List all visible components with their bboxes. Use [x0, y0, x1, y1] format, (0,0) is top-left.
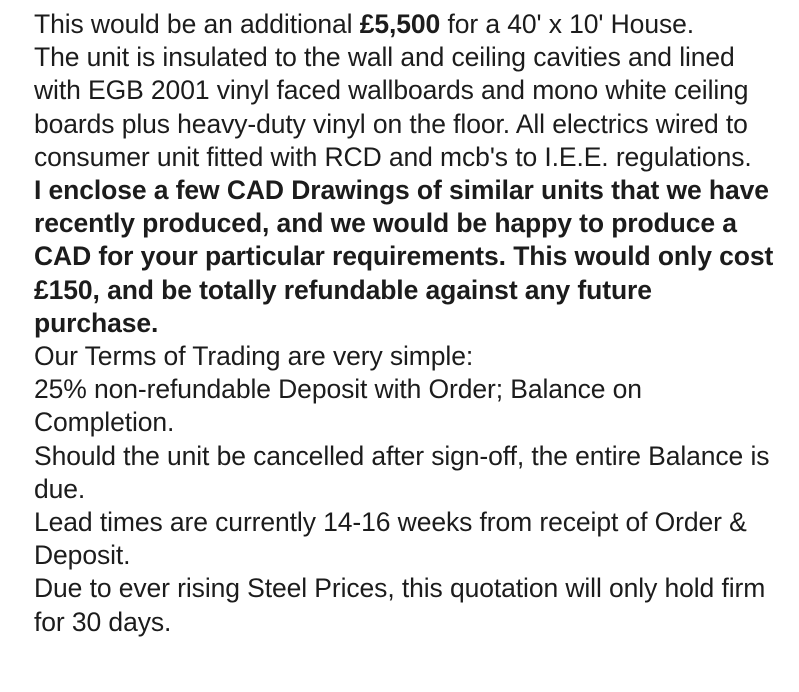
terms-deposit: 25% non-refundable Deposit with Order; Balance on Completion.	[34, 374, 642, 438]
cad-offer-paragraph: I enclose a few CAD Drawings of similar units that we have recently produced, and we would be happy to produce a CAD for your particular requirements. This would only cost £150, and be totally refundable against any future purchase.	[34, 175, 774, 338]
quotation-validity: Due to ever rising Steel Prices, this quotation will only hold firm for 30 days.	[34, 573, 766, 637]
insulation-paragraph: The unit is insulated to the wall and ceiling cavities and lined with EGB 2001 vinyl faced wallboards and mono white ceiling boards plus heavy-duty vinyl on the floor. All electrics wired to consumer unit fitted with RCD and mcb's to I.E.E. regulations.	[34, 42, 752, 172]
price-line-prefix: This would be an additional	[34, 9, 360, 39]
price-amount: £5,500	[359, 9, 441, 39]
terms-intro: Our Terms of Trading are very simple:	[34, 341, 474, 372]
price-line	[34, 8, 779, 41]
price-line-suffix: for a 40' x 10' House.	[440, 9, 695, 39]
lead-times: Lead times are currently 14-16 weeks from receipt of Order & Deposit.	[34, 507, 747, 571]
terms-cancellation: Should the unit be cancelled after sign-off, the entire Balance is due.	[34, 440, 770, 504]
